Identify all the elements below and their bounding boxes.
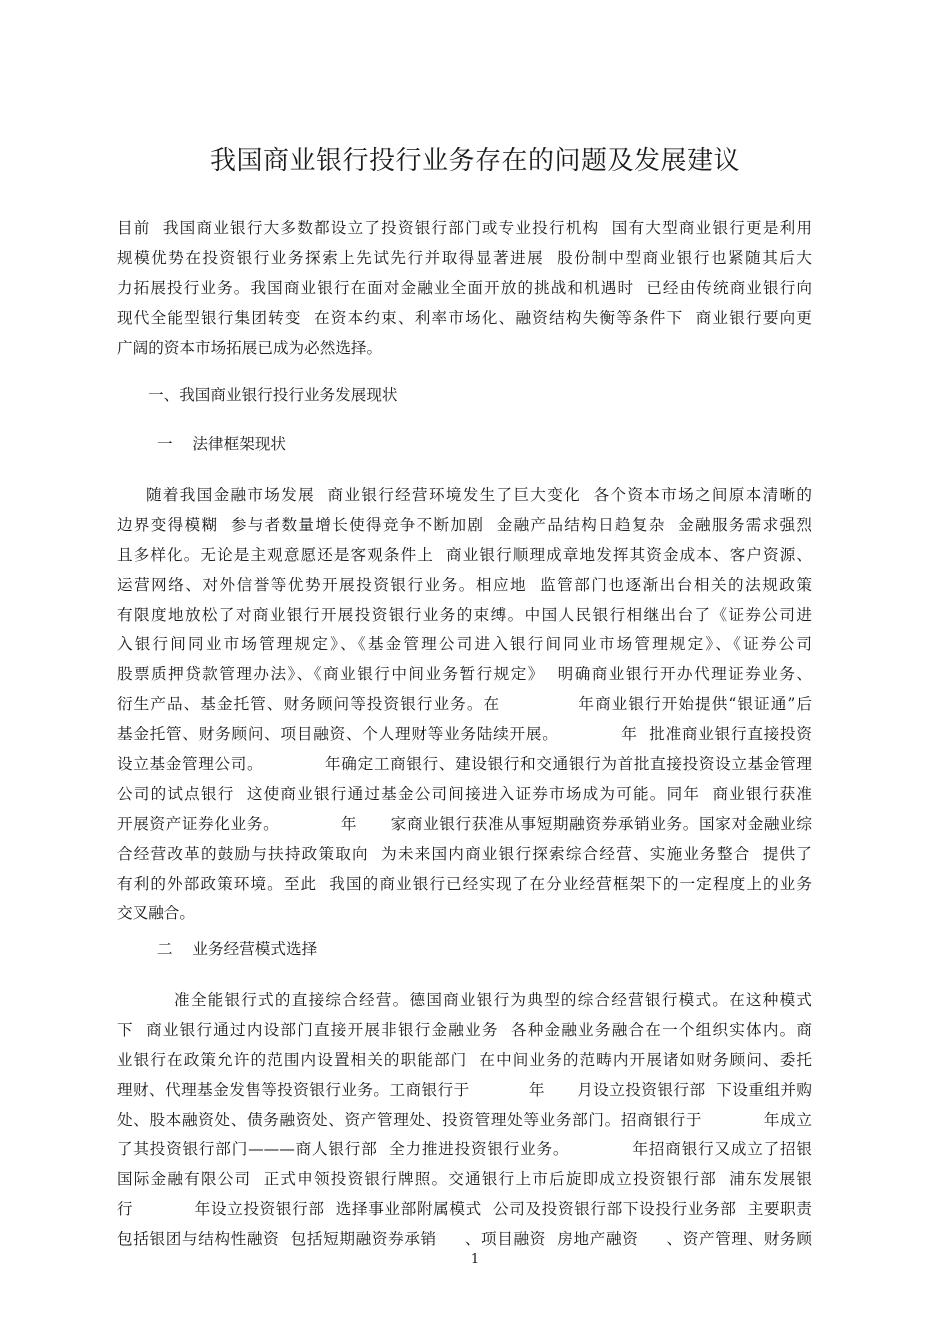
paragraph-line: 下 商业银行通过内设部门直接开展非银行金融业务 各种金融业务融合在一个组织实体内。商: [117, 1020, 812, 1039]
subsection-heading-2: 二 业务经营模式选择: [157, 940, 318, 958]
paragraph-line: 现代全能型银行集团转变 在资本约束、利率市场化、融资结构失衡等条件下 商业银行要向更: [117, 308, 812, 327]
paragraph-line: 处、股本融资处、债务融资处、资产管理处、投资管理处等业务部门。招商银行于 年成立: [117, 1110, 812, 1129]
paragraph-line: 运营网络、对外信誉等优势开展投资银行业务。相应地 监管部门也逐渐出台相关的法规政策: [117, 575, 812, 594]
subsection-heading-1: 一 法律框架现状: [157, 435, 286, 453]
paragraph-line: 股票质押贷款管理办法》、《商业银行中间业务暂行规定》 明确商业银行开办代理证券业务、: [117, 665, 812, 684]
paragraph-line: 力拓展投行业务。我国商业银行在面对金融业全面开放的挑战和机遇时 已经由传统商业银行向: [117, 278, 812, 297]
paragraph-line: 且多样化。无论是主观意愿还是客观条件上 商业银行顺理成章地发挥其资金成本、客户资源、: [117, 545, 812, 564]
paragraph-line: 了其投资银行部门———商人银行部 全力推进投资银行业务。 年招商银行又成立了招银: [117, 1140, 812, 1159]
page-number: 1: [470, 1252, 480, 1267]
business-model-paragraph: [117, 986, 812, 1255]
paragraph-line: 边界变得模糊 参与者数量增长使得竞争不断加剧 金融产品结构日趋复杂 金融服务需求强烈: [117, 515, 812, 534]
paragraph-line: 衍生产品、基金托管、财务顾问等投资银行业务。在 年商业银行开始提供“银证通”后: [117, 695, 812, 714]
paragraph-line: 准全能银行式的直接综合经营。德国商业银行为典型的综合经营银行模式。在这种模式: [174, 991, 812, 1009]
paragraph-line: 基金托管、财务顾问、项目融资、个人理财等业务陆续开展。 年 批准商业银行直接投资: [117, 725, 812, 744]
paragraph-line: 包括银团与结构性融资 包括短期融资券承销 、项目融资 房地产融资 、资产管理、财务顾: [117, 1230, 812, 1249]
paragraph-line: 国际金融有限公司 正式申领投资银行牌照。交通银行上市后旋即成立投资银行部 浦东发展银: [117, 1170, 812, 1189]
paragraph-line: 有利的外部政策环境。至此 我国的商业银行已经实现了在分业经营框架下的一定程度上的业务: [117, 874, 812, 893]
paragraph-line: 目前 我国商业银行大多数都设立了投资银行部门或专业投行机构 国有大型商业银行更是利用: [117, 219, 812, 237]
paragraph-line: 开展资产证券化业务。 年 家商业银行获准从事短期融资券承销业务。国家对金融业综: [117, 814, 812, 833]
paragraph-line: 入银行间同业市场管理规定》、《基金管理公司进入银行间同业市场管理规定》、《证券公司: [117, 635, 812, 654]
intro-paragraph: [117, 214, 812, 363]
paragraph-line: 规模优势在投资银行业务探索上先试先行并取得显著进展 股份制中型商业银行也紧随其后大: [117, 248, 812, 267]
paragraph-line: 广阔的资本市场拓展已成为必然选择。: [117, 338, 383, 357]
paragraph-line: 合经营改革的鼓励与扶持政策取向 为未来国内商业银行探索综合经营、实施业务整合 提供了: [117, 844, 812, 863]
paragraph-line: 业银行在政策允许的范围内设置相关的职能部门 在中间业务的范畴内开展诸如财务顾问、委托: [117, 1050, 812, 1069]
paragraph-line: 交叉融合。: [117, 904, 195, 923]
paragraph-line: 有限度地放松了对商业银行开展投资银行业务的束缚。中国人民银行相继出台了《证券公司进: [117, 605, 812, 624]
section-heading-1: 一、我国商业银行投行业务发展现状: [148, 386, 398, 404]
legal-framework-paragraph: [117, 481, 812, 929]
paragraph-line: 行 年设立投资银行部 选择事业部附属模式 公司及投资银行部下设投行业务部 主要职责: [117, 1200, 812, 1219]
document-title: 我国商业银行投行业务存在的问题及发展建议: [209, 146, 740, 176]
paragraph-line: 设立基金管理公司。 年确定工商银行、建设银行和交通银行为首批直接投资设立基金管理: [117, 755, 812, 774]
paragraph-line: 随着我国金融市场发展 商业银行经营环境发生了巨大变化 各个资本市场之间原本清晰的: [146, 486, 812, 504]
paragraph-line: 公司的试点银行 这使商业银行通过基金公司间接进入证券市场成为可能。同年 商业银行获准: [117, 784, 812, 803]
paragraph-line: 理财、代理基金发售等投资银行业务。工商银行于 年 月设立投资银行部 下设重组并购: [117, 1080, 812, 1099]
